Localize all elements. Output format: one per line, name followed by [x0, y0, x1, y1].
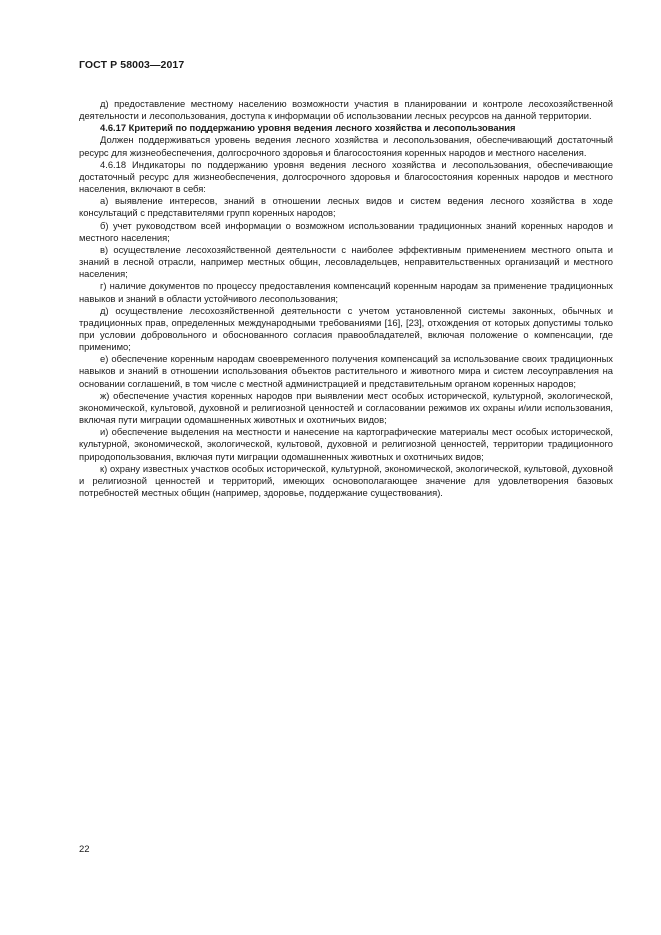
- document-body: [79, 98, 613, 499]
- document-header: ГОСТ Р 58003—2017: [79, 59, 185, 71]
- list-item-g: г) наличие документов по процессу предоставления компенсаций коренным народам за применение традиционных навыков и знаний в области устойчивого лесопользования;: [79, 280, 613, 304]
- list-item-k: к) охрану известных участков особых исторической, культурной, экономической, экологической, культовой, духовной и религиозной ценностей и территорий, имеющих основополагающее значение для удовлетворения базовых потребностей местных общин (например, здоровье, поддержание существования).: [79, 462, 613, 498]
- page-number: 22: [79, 844, 90, 855]
- paragraph-criterion-text: Должен поддерживаться уровень ведения лесного хозяйства и лесопользования, обеспечивающий достаточный ресурс для жизнеобеспечения, долгосрочного здоровья и благосостояния коренных народов и местного населения.: [79, 134, 613, 158]
- list-item-a: а) выявление интересов, знаний в отношении лесных видов и систем ведения лесного хозяйства в ходе консультаций с представителями групп коренных народов;: [79, 195, 613, 219]
- list-item-d: д) осуществление лесохозяйственной деятельности с учетом установленной системы законных, обычных и традиционных прав, определенных международными требованиями [16], [23], отхождения от которых допустимы только при условии добровольного и обоснованного согласия правообладателей, включая положение о компенсации, где применимо;: [79, 304, 613, 353]
- list-item-zh: ж) обеспечение участия коренных народов при выявлении мест особых исторической, культурной, экологической, экономической, культовой, духовной и религиозной ценностей и согласовании режимов их охраны и/или использования, включая пути миграции одомашненных животных и охотничьих видов;: [79, 389, 613, 426]
- paragraph-4-6-18-indicators: 4.6.18 Индикаторы по поддержанию уровня ведения лесного хозяйства и лесопользования, обеспечивающие достаточный ресурс для жизнеобеспечения, долгосрочного здоровья и благосостояния коренных народов и местного населения, включают в себя:: [79, 158, 613, 195]
- list-item-v: в) осуществление лесохозяйственной деятельности с наиболее эффективным применением местного опыта и знаний в лесной отрасли, например местных общин, лесовладельцев, неправительственных организаций и местного населения;: [79, 243, 613, 280]
- list-item-b: б) учет руководством всей информации о возможном использовании традиционных знаний коренных народов и местного населения;: [79, 219, 613, 243]
- list-item-e: е) обеспечение коренным народам своевременного получения компенсаций за использование своих традиционных навыков и знаний в отношении использования объектов растительного и животного мира и систем лесоуправления на основании соглашений, в том числе с местной администрацией и представительным органом коренных народов;: [79, 353, 613, 389]
- list-item-i: и) обеспечение выделения на местности и нанесение на картографические материалы мест особых исторической, культурной, экономической, экологической, культовой, духовной и религиозной ценностей, территории традиционного природопользования, включая пути миграции одомашненных животных и охотничьих видов;: [79, 426, 613, 462]
- paragraph-item-d-public-participation: д) предоставление местному населению возможности участия в планировании и контроле лесохозяйственной деятельности и лесопользования, доступа к информации об использовании лесных ресурсов на данной территории.: [79, 98, 613, 122]
- section-heading-4-6-17: 4.6.17 Критерий по поддержанию уровня ведения лесного хозяйства и лесопользования: [100, 122, 516, 134]
